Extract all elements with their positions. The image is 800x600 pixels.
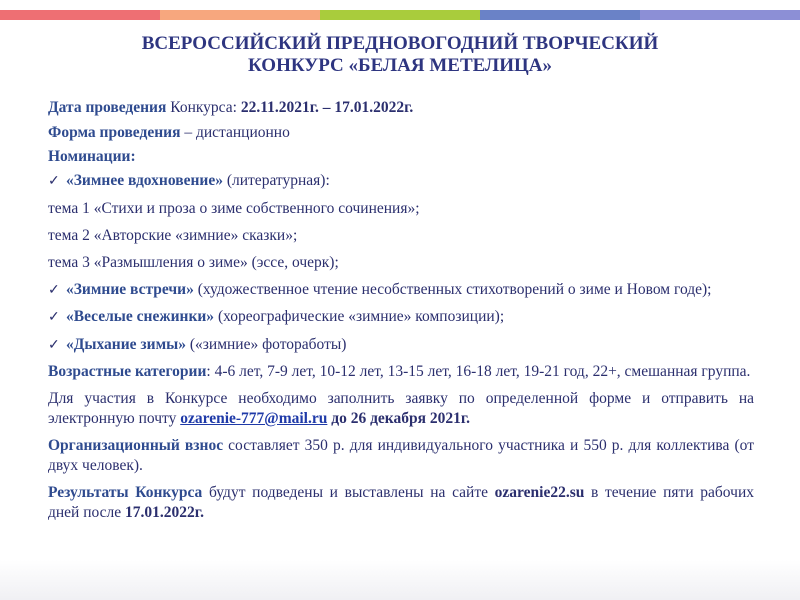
nominations-label: Номинации: [48, 148, 136, 165]
stripe-violet [640, 10, 800, 20]
form-value: – дистанционно [180, 124, 290, 141]
checkmark-icon: ✓ [48, 310, 60, 325]
date-line [48, 98, 754, 118]
nomination-3-name: «Веселые снежинки» [66, 308, 215, 325]
nomination-1-desc: (литературная): [222, 172, 330, 189]
fee-label: Организационный взнос [48, 437, 224, 454]
theme-3: тема 3 «Размышления о зиме» (эссе, очерк); [48, 254, 339, 271]
age-categories [48, 362, 754, 382]
results-body-2: в течение пяти рабочих дней после [48, 484, 754, 521]
nomination-3-desc: (хореографические «зимние» композиции); [214, 308, 505, 325]
fee-text [48, 436, 754, 476]
bottom-shadow [0, 560, 800, 600]
age-value: : 4-6 лет, 7-9 лет, 10-12 лет, 13-15 лет, 16-18 лет, 19-21 год, 22+, смешанная группа. [206, 363, 751, 380]
stripe-orange [160, 10, 320, 20]
nomination-item-2 [48, 280, 754, 301]
stripe-green [320, 10, 480, 20]
stripe-blue [480, 10, 640, 20]
results-date: 17.01.2022г. [125, 504, 204, 521]
date-middle: Конкурса: [166, 99, 241, 116]
theme-2: тема 2 «Авторские «зимние» сказки»; [48, 227, 298, 244]
form-line [48, 123, 754, 143]
nomination-item-4 [48, 335, 754, 356]
results-label: Результаты Конкурса [48, 484, 203, 501]
nomination-4-name: «Дыхание зимы» [66, 336, 186, 353]
nomination-1-name: «Зимнее вдохновение» [66, 172, 223, 189]
nomination-2-name: «Зимние встречи» [66, 281, 194, 298]
nomination-2-desc: (художественное чтение несобственных стихотворений о зиме и Новом годе); [193, 281, 712, 298]
color-stripe-bar [0, 10, 800, 20]
results-site: ozarenie22.su [494, 484, 585, 501]
title-line-2: КОНКУРС «БЕЛАЯ МЕТЕЛИЦА» [248, 55, 552, 76]
results-text [48, 483, 754, 523]
email-link[interactable]: ozarenie-777@mail.ru [180, 410, 328, 427]
checkmark-icon: ✓ [48, 283, 60, 298]
contest-info [48, 98, 754, 523]
stripe-red [0, 10, 160, 20]
participation-text [48, 389, 754, 429]
page-title [40, 33, 760, 77]
theme-1: тема 1 «Стихи и проза о зиме собственного сочинения»; [48, 200, 420, 217]
nominations-heading [48, 147, 754, 167]
date-label: Дата проведения [48, 99, 167, 116]
nomination-4-desc: («зимние» фотоработы) [186, 336, 347, 353]
participation-body: Для участия в Конкурсе необходимо заполнить заявку по определенной форме и отправить на электронную почту [48, 390, 754, 427]
form-label: Форма проведения [48, 124, 181, 141]
deadline: до 26 декабря 2021г. [327, 410, 471, 427]
fee-value: составляет 350 р. для индивидуального участника и 550 р. для коллектива (от двух человек). [48, 437, 754, 474]
results-body: будут подведены и выставлены на сайте [202, 484, 495, 501]
title-line-1: ВСЕРОССИЙСКИЙ ПРЕДНОВОГОДНИЙ ТВОРЧЕСКИЙ [141, 33, 659, 54]
nomination-item-1 [48, 171, 754, 192]
age-label: Возрастные категории [48, 363, 207, 380]
checkmark-icon: ✓ [48, 174, 60, 189]
nomination-item-3 [48, 307, 754, 328]
date-value: 22.11.2021г. – 17.01.2022г. [240, 99, 414, 116]
checkmark-icon: ✓ [48, 338, 60, 353]
